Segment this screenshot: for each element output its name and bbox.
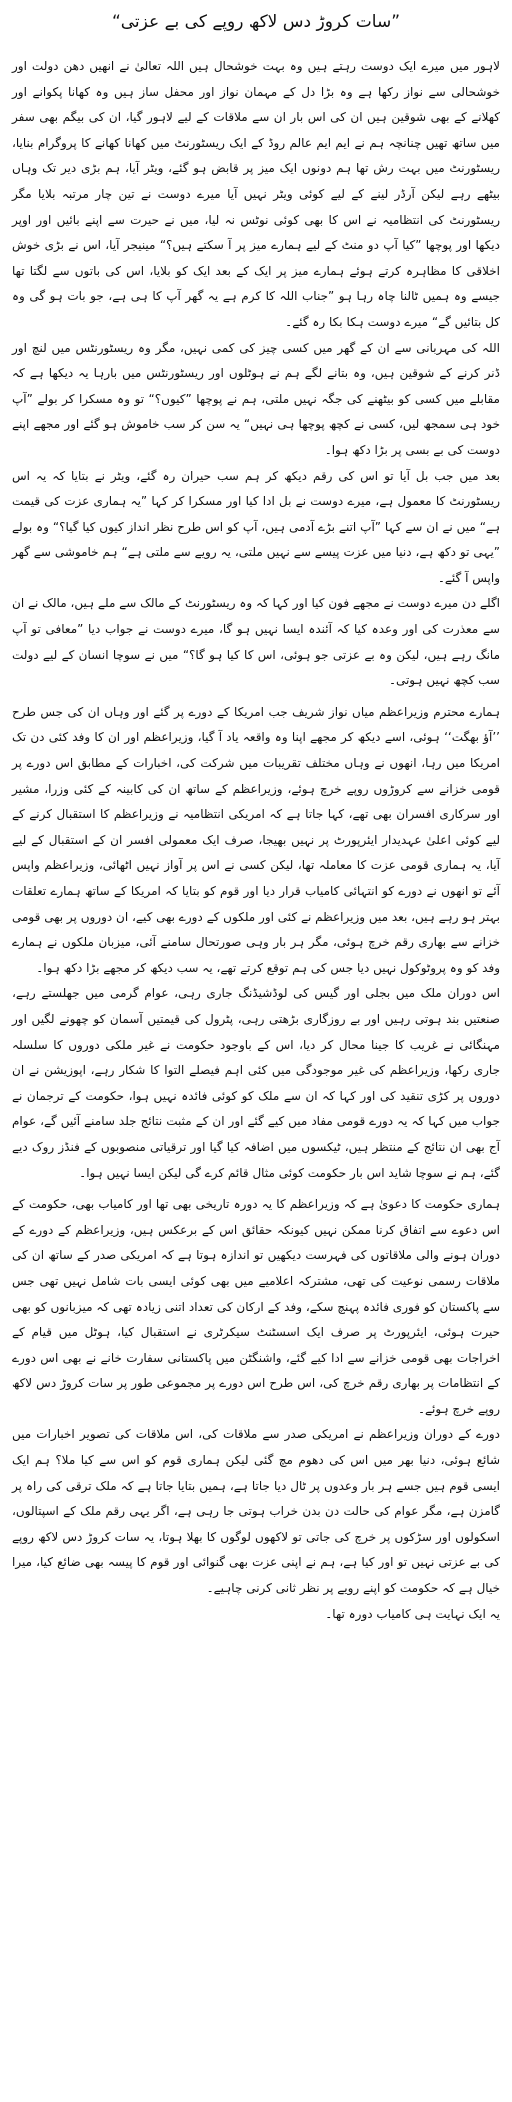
article-paragraph: یہ ایک نہایت ہی کامیاب دورہ تھا۔ [325, 1606, 500, 1621]
article-paragraph: لاہور میں میرے ایک دوست رہتے ہیں وہ بہت خوشحال ہیں اللہ تعالیٰ نے انھیں دھن دولت اور خوشحالی سے نواز رکھا ہے وہ بڑا دل کے مہمان نواز اور محفل ساز ہیں وہ کھانا پکوانے اور کھلانے کے بھی شوقین ہیں ان کی اس بار ان سے ملاقات کے لیے لاہور گیا، ان کی بیگم بھی سفر میں ساتھ تھیں چنانچہ ہم نے ایم ایم عالم روڈ کے ایک ریسٹورنٹ میں کھانا کھانے کا پروگرام بنایا، ریسٹورنٹ میں بہت رش تھا ہم دونوں ایک میز پر قابض ہو گئے، ویٹر آیا، ہم بڑی دیر تک وہاں بیٹھے رہے لیکن آرڈر لینے کے لیے کوئی ویٹر نہیں آیا میرے دوست نے تین چار مرتبہ بلایا مگر ریسٹورنٹ کی انتظامیہ نے اس کا بھی کوئی نوٹس نہ لیا، میں نے حیرت سے اپنے بائیں اور اوپر دیکھا اور پوچھا ”کیا آپ دو منٹ کے لیے ہمارے میز پر آ سکتے ہیں؟“ مینیجر آیا، اس نے بڑی خوش اخلاقی کا مظاہرہ کرتے ہوئے ہمارے میز پر ایک کے بعد ایک کو بلایا، اس کی باتوں سے لگتا تھا جیسے وہ ہمیں ٹالنا چاہ رہا ہو ”جناب اللہ کا کرم ہے یہ گھر آپ کا ہی ہے، جو بات ہو گی وہ کل بتائیں گے“ میرے دوست ہکا بکا رہ گئے۔ [12, 59, 500, 329]
article-paragraph: اگلے دن میرے دوست نے مجھے فون کیا اور کہا کہ وہ ریسٹورنٹ کے مالک سے ملے ہیں، مالک نے ان سے معذرت کی اور وعدہ کیا کہ آئندہ ایسا نہیں ہو گا، میرے دوست نے جواب دیا ”معافی تو آپ مانگ رہے ہیں، لیکن وہ بے عزتی جو ہوئی، اس کا کیا ہو گا؟“ میں نے سوچا انسان کے لیے دولت سب کچھ نہیں ہوتی۔ [12, 596, 500, 688]
article-paragraph: دورے کے دوران وزیراعظم نے امریکی صدر سے ملاقات کی، اس ملاقات کی تصویر اخبارات میں شائع ہوئی، دنیا بھر میں اس کی دھوم مچ گئی لیکن ہماری قوم کو اس سے کیا ملا؟ ہم ایک ایسی قوم ہیں جسے ہر بار وعدوں پر ٹال دیا جاتا ہے، ہمیں بتایا جاتا ہے کہ ملک ترقی کی راہ پر گامزن ہے، مگر عوام کی حالت دن بدن خراب ہوتی جا رہی ہے، اگر یہی رقم ملک کے اسپتالوں، اسکولوں اور سڑکوں پر خرچ کی جاتی تو لاکھوں لوگوں کا بھلا ہوتا، یہ سات کروڑ دس لاکھ روپے کی بے عزتی نہیں تو اور کیا ہے، ہم نے اپنی عزت بھی گنوائی اور قوم کا پیسہ بھی ضائع کیا، میرا خیال ہے کہ حکومت کو اپنے رویے پر نظر ثانی کرنی چاہیے۔ [12, 1427, 500, 1596]
article-paragraph: اللہ کی مہربانی سے ان کے گھر میں کسی چیز کی کمی نہیں، مگر وہ ریسٹورنٹس میں لنچ اور ڈنر کرنے کے شوقین ہیں، وہ بتانے لگے ہم نے ہوٹلوں اور ریسٹورنٹس میں بارہا یہ دیکھا ہے کہ مقابلے میں کسی کو بیٹھنے کی جگہ نہیں ملتی، ہم نے پوچھا ”کیوں؟“ تو وہ مسکرا کر بولے ”آپ خود ہی سمجھ لیں، کسی نے کچھ پوچھا ہی نہیں“ یہ سن کر سب خاموش ہو گئے اور مجھے اپنے دوست کی بے بسی پر بڑا دکھ ہوا۔ [12, 340, 500, 457]
article-paragraph: بعد میں جب بل آیا تو اس کی رقم دیکھ کر ہم سب حیران رہ گئے، ویٹر نے بتایا کہ یہ اس ریسٹورنٹ کا معمول ہے، میرے دوست نے بل ادا کیا اور مسکرا کر کہا ”یہ ہماری عزت کی قیمت ہے“ میں نے ان سے کہا ”آپ اتنے بڑے آدمی ہیں، آپ کو اس طرح نظر انداز کیوں کیا گیا؟“ وہ بولے ”یہی تو دکھ ہے، دنیا میں عزت پیسے سے نہیں ملتی، یہ رویے سے ملتی ہے“ ہم خاموشی سے گھر واپس آ گئے۔ [12, 468, 500, 585]
article-headline: ”سات کروڑ دس لاکھ روپے کی بے عزتی“ [111, 12, 401, 32]
article-paragraph: ہماری حکومت کا دعویٰ ہے کہ وزیراعظم کا یہ دورہ تاریخی بھی تھا اور کامیاب بھی، حکومت کے اس دعوے سے اتفاق کرنا ممکن نہیں کیونکہ حقائق اس کے برعکس ہیں، وزیراعظم کے دورے کے دوران ہونے والی ملاقاتوں کی فہرست دیکھیں تو اندازہ ہوتا ہے کہ امریکی صدر کے ساتھ ان کی ملاقات رسمی نوعیت کی تھی، مشترکہ اعلامیے میں بھی کوئی ایسی بات شامل نہیں تھی جس سے پاکستان کو فوری فائدہ پہنچ سکے، وفد کے ارکان کی تعداد اتنی زیادہ تھی کہ میزبانوں کو بھی حیرت ہوئی، ایئرپورٹ پر صرف ایک اسسٹنٹ سیکرٹری نے استقبال کیا، ہوٹل میں قیام کے اخراجات بھی قومی خزانے سے ادا کیے گئے، واشنگٹن میں پاکستانی سفارت خانے نے بھی اس دورے کے انتظامات پر بھاری رقم خرچ کی، اس طرح اس دورے پر مجموعی طور پر سات کروڑ دس لاکھ روپے خرچ ہوئے۔ [12, 1197, 500, 1416]
article-paragraph: اس دوران ملک میں بجلی اور گیس کی لوڈشیڈنگ جاری رہی، عوام گرمی میں جھلستے رہے، صنعتیں بند ہوتی رہیں اور بے روزگاری بڑھتی رہی، پٹرول کی قیمتیں آسمان کو چھونے لگیں اور مہنگائی نے غریب کا جینا محال کر دیا، اس کے باوجود حکومت نے غیر ملکی دوروں کا سلسلہ جاری رکھا، وزیراعظم کی غیر موجودگی میں کئی اہم فیصلے التوا کا شکار رہے، اپوزیشن نے ان دوروں پر کڑی تنقید کی اور کہا کہ ان سے ملک کو کوئی فائدہ نہیں ہوا، حکومت کے ترجمان نے جواب میں کہا کہ یہ دورے قومی مفاد میں کیے گئے اور ان کے مثبت نتائج جلد سامنے آئیں گے، عوام آج بھی ان نتائج کے منتظر ہیں، ٹیکسوں میں اضافہ کیا گیا اور ترقیاتی منصوبوں کے فنڈز روک دیے گئے، ہم نے سوچا شاید اس بار حکومت کوئی مثال قائم کرے گی لیکن ایسا نہیں ہوا۔ [12, 986, 500, 1180]
article-paragraph: ہمارے محترم وزیراعظم میاں نواز شریف جب امریکا کے دورے پر گئے اور وہاں ان کی جس طرح ’’آؤ بھگت‘‘ ہوئی، اسے دیکھ کر مجھے اپنا وہ واقعہ یاد آ گیا، وزیراعظم اور ان کا وفد کئی دن تک امریکا میں رہا، انھوں نے وہاں مختلف تقریبات میں شرکت کی، اخبارات کے مطابق اس دورے پر قومی خزانے سے کروڑوں روپے خرچ ہوئے، وزیراعظم کے ساتھ ان کی کابینہ کے کئی وزرا، مشیر اور سرکاری افسران بھی تھے، کہا جاتا ہے کہ امریکی انتظامیہ نے وزیراعظم کا استقبال کرنے کے لیے کوئی اعلیٰ عہدیدار ایئرپورٹ پر نہیں بھیجا، صرف ایک معمولی افسر ان کے استقبال کے لیے آیا، یہ ہماری قومی عزت کا معاملہ تھا، لیکن کسی نے اس پر آواز نہیں اٹھائی، وزیراعظم واپس آئے تو انھوں نے دورے کو انتہائی کامیاب قرار دیا اور قوم کو بتایا کہ امریکا کے ساتھ ہمارے تعلقات بہتر ہو رہے ہیں، بعد میں وزیراعظم نے کئی اور ملکوں کے دورے بھی کیے، ان دوروں پر بھی قومی خزانے سے بھاری رقم خرچ ہوئی، مگر ہر بار وہی صورتحال سامنے آئی، میزبان ملکوں نے ہمارے وفد کو وہ پروٹوکول نہیں دیا جس کی ہم توقع کرتے تھے، یہ سب دیکھ کر مجھے بڑا دکھ ہوا۔ [12, 704, 500, 975]
